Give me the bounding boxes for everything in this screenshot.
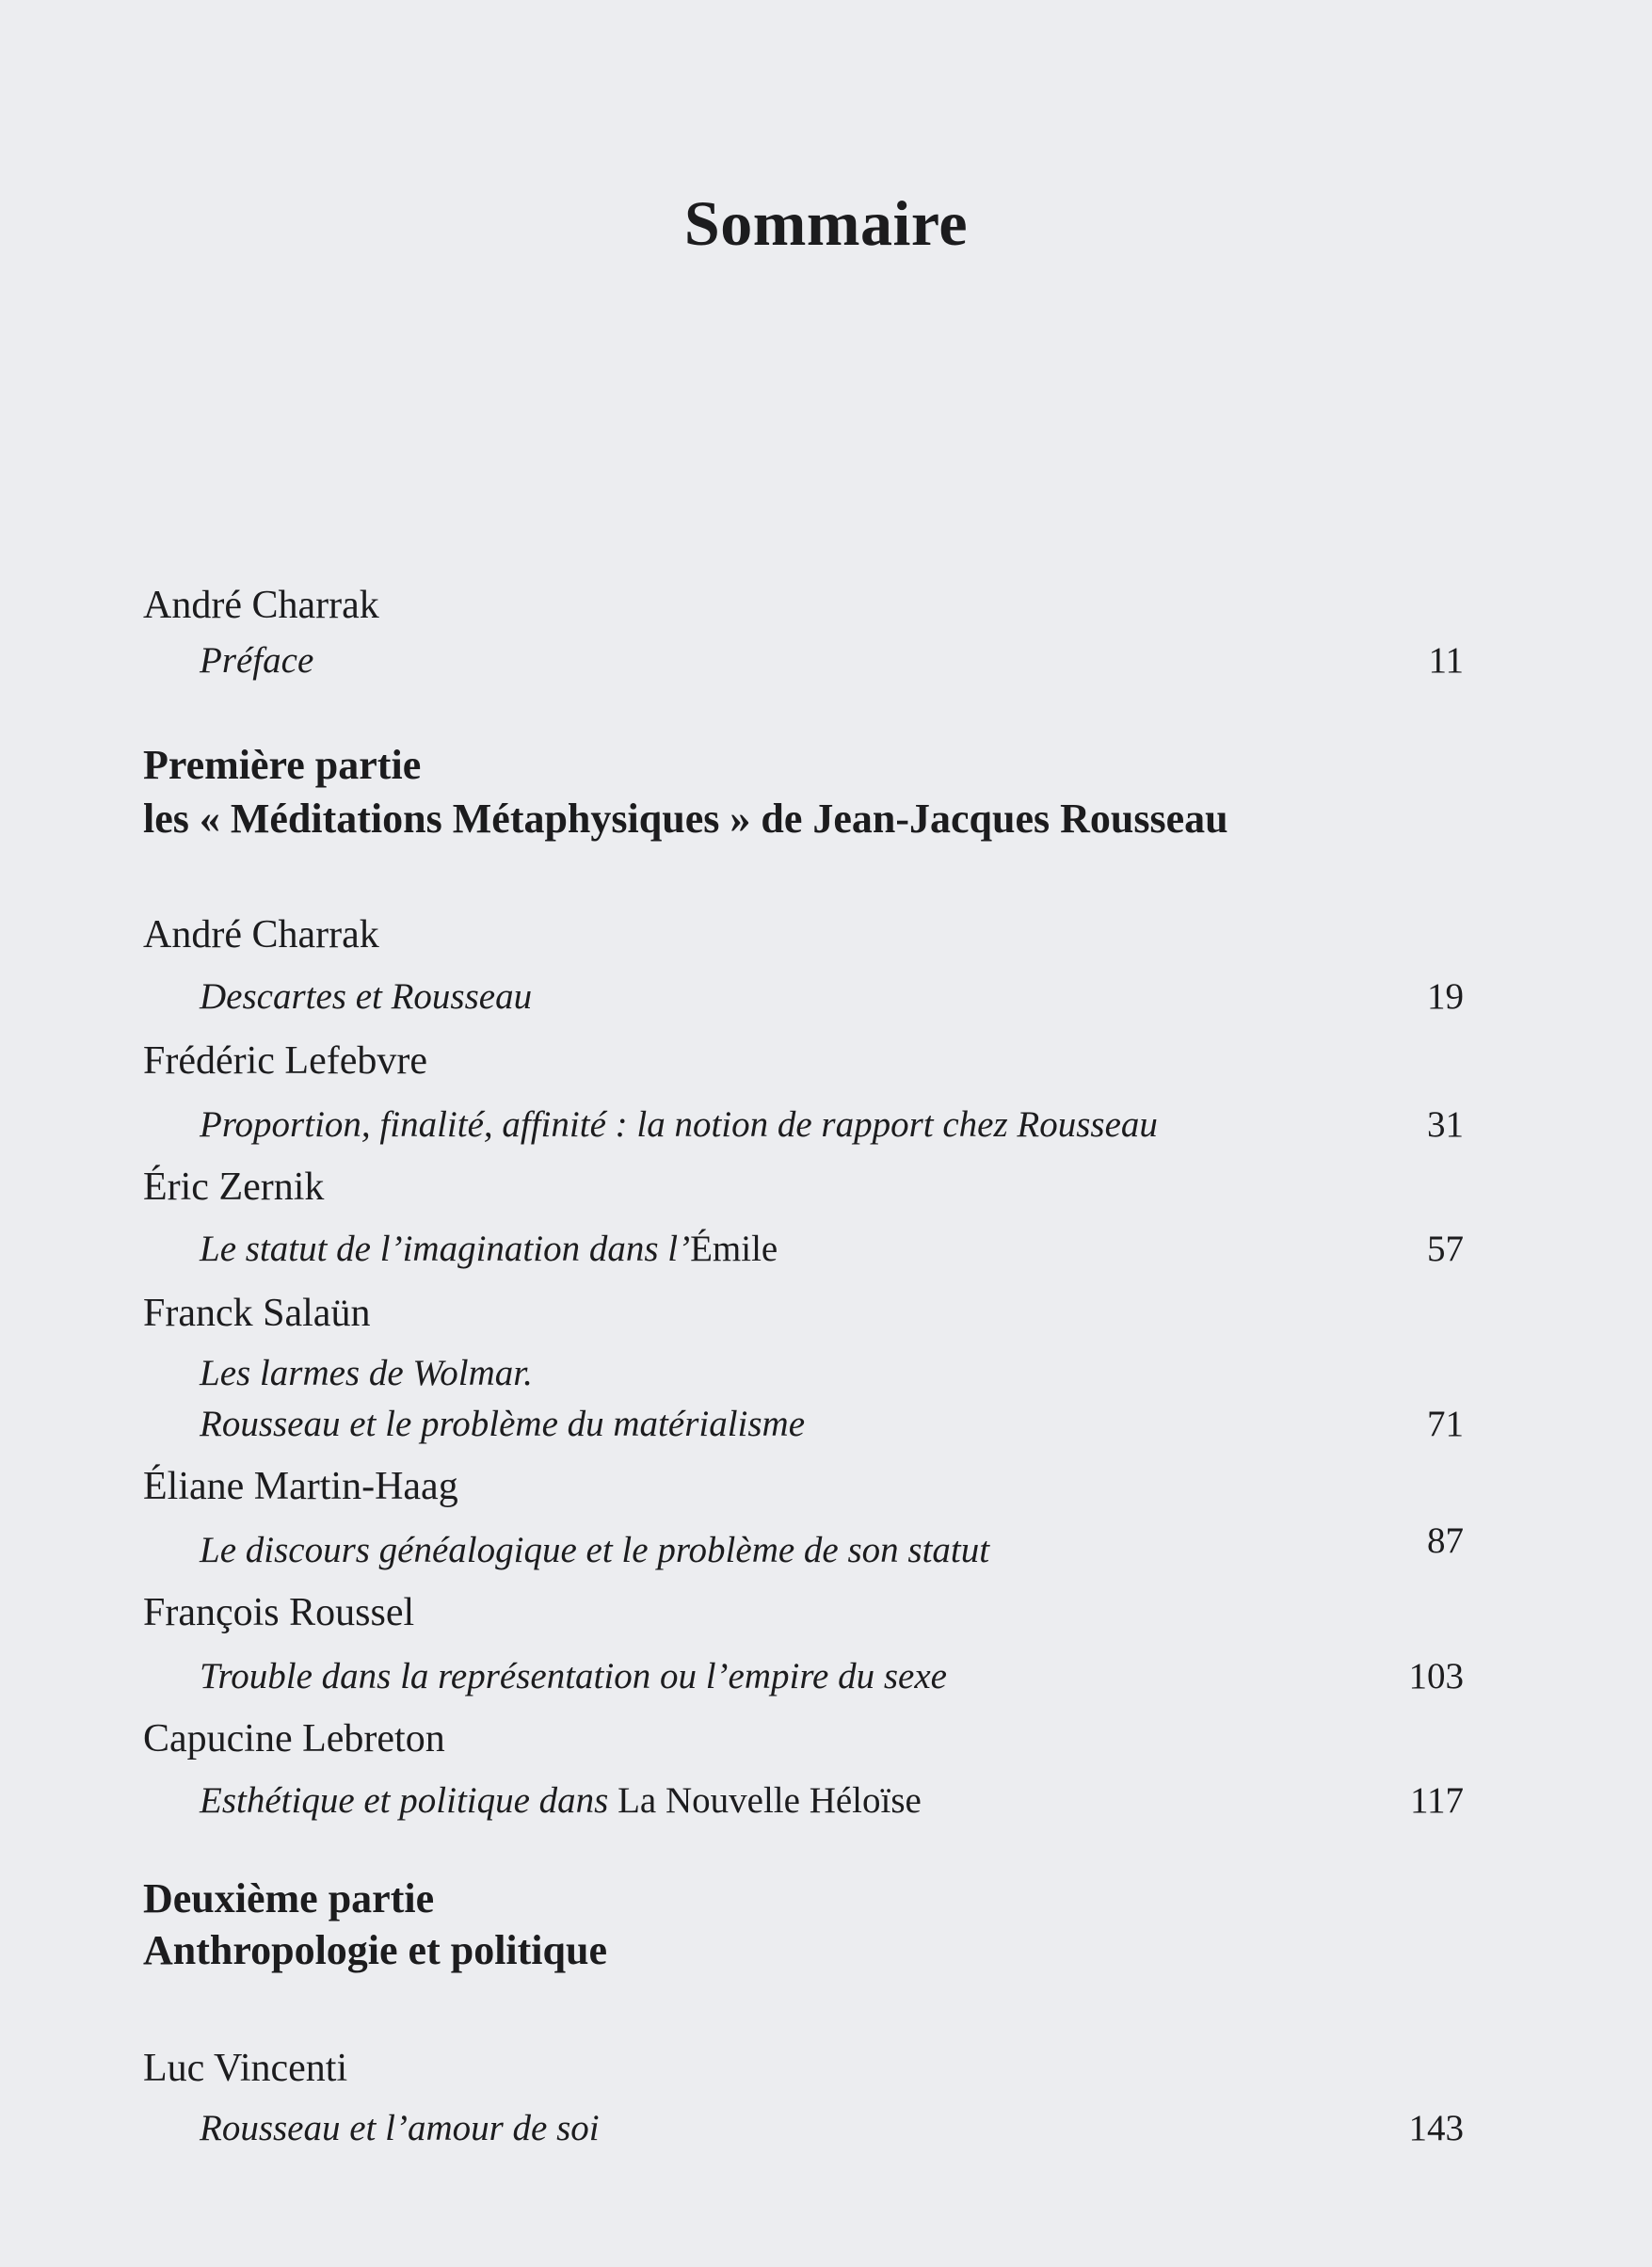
part-subheading: Anthropologie et politique	[143, 1927, 608, 1973]
toc-author: Luc Vincenti	[143, 2047, 348, 2090]
toc-author: André Charrak	[143, 584, 379, 627]
toc-page-number: 11	[1428, 640, 1464, 681]
page-title: Sommaire	[683, 187, 969, 259]
toc-entry-title-text: Le discours généalogique et le problème de son statut	[200, 1530, 990, 1570]
toc-page-number: 19	[1427, 976, 1464, 1017]
toc-page-number: 143	[1408, 2108, 1464, 2148]
toc-page-number: 103	[1408, 1656, 1464, 1696]
toc-author: Capucine Lebreton	[143, 1717, 445, 1761]
toc-entry-title-text: Descartes et Rousseau	[200, 976, 533, 1017]
toc-entry-title-text: Les larmes de Wolmar.	[200, 1353, 533, 1393]
part-heading: Première partie	[143, 742, 422, 788]
toc-page-number: 87	[1427, 1520, 1464, 1561]
toc-page-number: 57	[1427, 1229, 1464, 1269]
toc-author: Éliane Martin-Haag	[143, 1465, 458, 1508]
toc-page-number: 117	[1409, 1780, 1464, 1821]
toc-author: Frédéric Lefebvre	[143, 1039, 427, 1083]
toc-entry-title-roman: La Nouvelle Héloïse	[617, 1780, 922, 1821]
part-subheading: les « Méditations Métaphysiques » de Jean-Jacques Rousseau	[143, 796, 1228, 842]
toc-entry-title-text: Proportion, finalité, affinité : la notion de rapport chez Rousseau	[200, 1104, 1158, 1145]
toc-page-number: 31	[1427, 1104, 1464, 1145]
toc-entry-title-text: Trouble dans la représentation ou l’empire du sexe	[200, 1656, 947, 1696]
toc-entry-title-text: Le statut de l’imagination dans l’	[200, 1229, 691, 1269]
toc-entry-title-text: Rousseau et l’amour de soi	[200, 2108, 600, 2148]
toc-entry-title-roman: Émile	[690, 1229, 778, 1269]
toc-author: Éric Zernik	[143, 1166, 325, 1209]
toc-entry-title-text: Préface	[200, 640, 314, 681]
toc-author: François Roussel	[143, 1591, 415, 1634]
part-heading: Deuxième partie	[143, 1875, 435, 1921]
toc-entry-title-text: Rousseau et le problème du matérialisme	[200, 1404, 806, 1444]
toc-page-number: 71	[1427, 1404, 1464, 1444]
toc-author: Franck Salaün	[143, 1292, 371, 1335]
toc-entry-title	[200, 1350, 1652, 1397]
toc-entry-title-text: Esthétique et politique dans	[200, 1780, 618, 1821]
toc-author: André Charrak	[143, 913, 379, 957]
